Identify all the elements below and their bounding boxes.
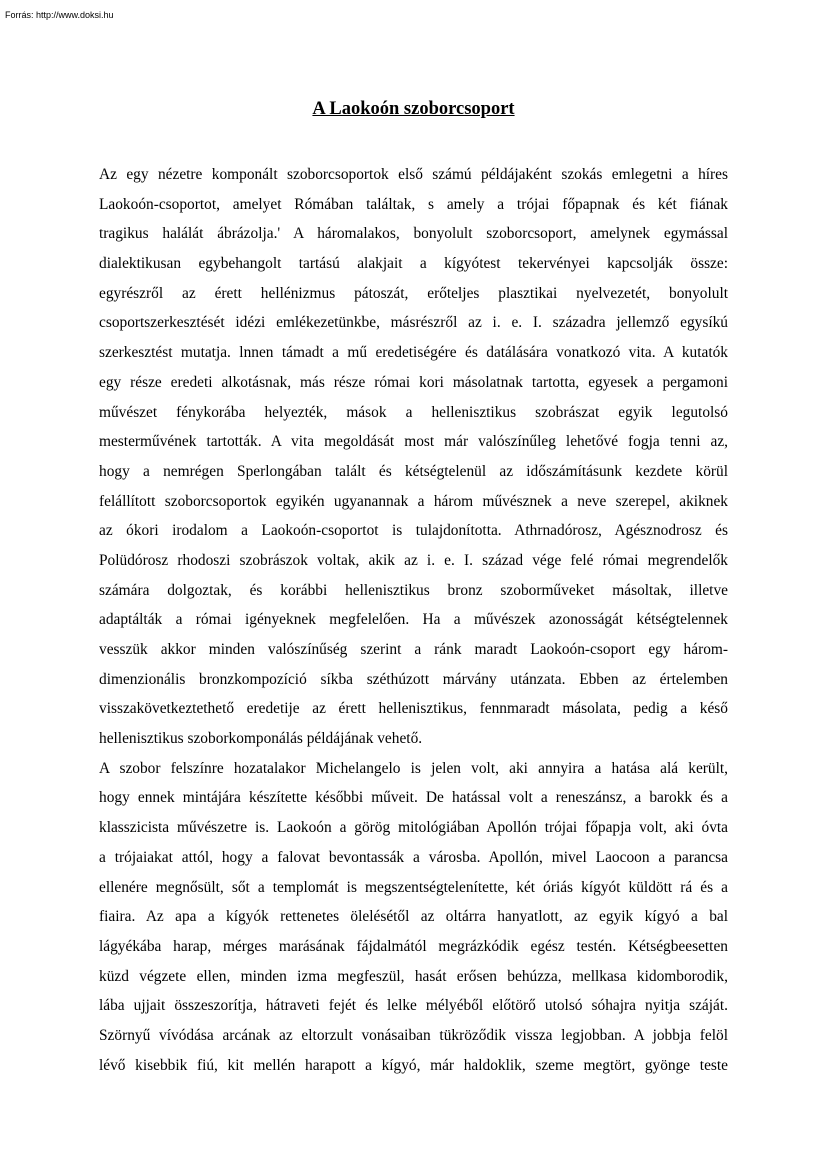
text-line: Az egy nézetre komponált szoborcsoportok első számú példájaként szokás emlegetni a híres [99,166,728,183]
text-line: lágyékába harap, mérges marásának fájdalmától megrázkódik egész testén. Kétségbeesetten [99,937,728,955]
text-line: a trójaiakat attól, hogy a falovat bevontassák a városba. Apollón, mivel Laocoon a parancsa [99,848,728,866]
text-line: művészet fénykorába helyezték, mások a hellenisztikus szobrászat egyik legutolsó [99,403,728,421]
text-line: hogy ennek mintájára készítette későbbi műveit. De hatással volt a reneszánsz, a barokk és a [99,789,728,807]
text-line: hogy a nemrégen Sperlongában talált és kétségtelenül az időszámításunk kezdete körül [99,462,728,480]
text-line: szerkesztést mutatja. lnnen támadt a mű eredetiségére és datálására vonatkozó vita. A kutatók [99,344,728,362]
source-url: Forrás: http://www.doksi.hu [5,10,114,20]
text-line: számára dolgoztak, és korábbi hellenisztikus bronz szoborműveket másoltak, illetve [99,581,728,599]
text-line: küzd végzete ellen, minden izma megfeszül, hasát erősen behúzza, mellkasa kidomborodik, [99,967,728,985]
text-line: tragikus halálát ábrázolja.' A háromalakos, bonyolult szoborcsoport, amelynek egymással [99,225,728,243]
text-line: Polüdórosz rhodoszi szobrászok voltak, akik az i. e. I. század vége felé római megrendelők [99,551,728,569]
text-line: A szobor felszínre hozatalakor Michelangelo is jelen volt, aki annyira a hatása alá került, [99,759,728,777]
text-line: hellenisztikus szoborkomponálás példájának vehető. [99,730,423,748]
text-line: egy része eredeti alkotásnak, más része római kori másolatnak tartotta, egyesek a pergamoni [99,373,728,391]
text-line: dialektikusan egybehangolt tartású alakjait a kígyótest tekervényei kapcsolják össze: [99,255,728,273]
text-line: adaptálták a római igényeknek megfelelően. Ha a művészek azonosságát kétségtelennek [99,611,728,629]
text-line: ellenére megnősült, sőt a templomát is megszentségtelenítette, két óriás kígyót küldött rá és a [99,878,728,896]
document-title: A Laokoón szoborcsoport [312,99,515,119]
text-line: Laokoón-csoportot, amelyet Rómában találtak, s amely a trójai főpapnak és két fiának [99,195,728,213]
text-line: vesszük akkor minden valószínűség szerint a ránk maradt Laokoón-csoport egy három- [99,641,728,658]
text-line: lába ujjait összeszorítja, hátraveti fejét és lelke mélyéből előtörő utolsó sóhajra nyitja száját. [99,997,728,1015]
text-line: dimenzionális bronzkompozíció síkba széthúzott márvány utánzata. Ebben az értelemben [99,670,728,688]
text-line: lévő kisebbik fiú, kit mellén harapott a kígyó, már haldoklik, szeme megtört, gyönge teste [99,1056,728,1074]
text-line: mesterművének tartották. A vita megoldását most már valószínűleg lehetővé fogja tenni az, [99,433,728,451]
text-line: egyrészről az érett hellénizmus pátoszát, erőteljes plasztikai nyelvezetét, bonyolult [99,284,728,302]
text-line: fiaira. Az apa a kígyók rettenetes ölelésétől az oltárra hanyatlott, az egyik kígyó a bal [99,908,728,926]
text-line: az ókori irodalom a Laokoón-csoportot is tulajdonította. Athrnadórosz, Agésznodrosz és [99,522,728,540]
body-text [99,160,728,1080]
text-line: Szörnyű vívódása arcának az eltorzult vonásaiban tükröződik vissza legjobban. A jobbja felöl [99,1026,728,1044]
text-line: visszakövetkeztethető eredetije az érett hellenisztikus, fennmaradt másolata, pedig a késő [99,700,728,718]
text-line: felállított szoborcsoportok egyikén ugyanannak a három művésznek a neve szerepel, akiknek [99,492,728,510]
text-line: csoportszerkesztését idézi emlékezetünkbe, másrészről az i. e. I. századra jellemző egysíkú [99,314,728,332]
text-line: klasszicista művészetre is. Laokoón a görög mitológiában Apollón trójai főpapja volt, aki óvta [99,819,728,837]
